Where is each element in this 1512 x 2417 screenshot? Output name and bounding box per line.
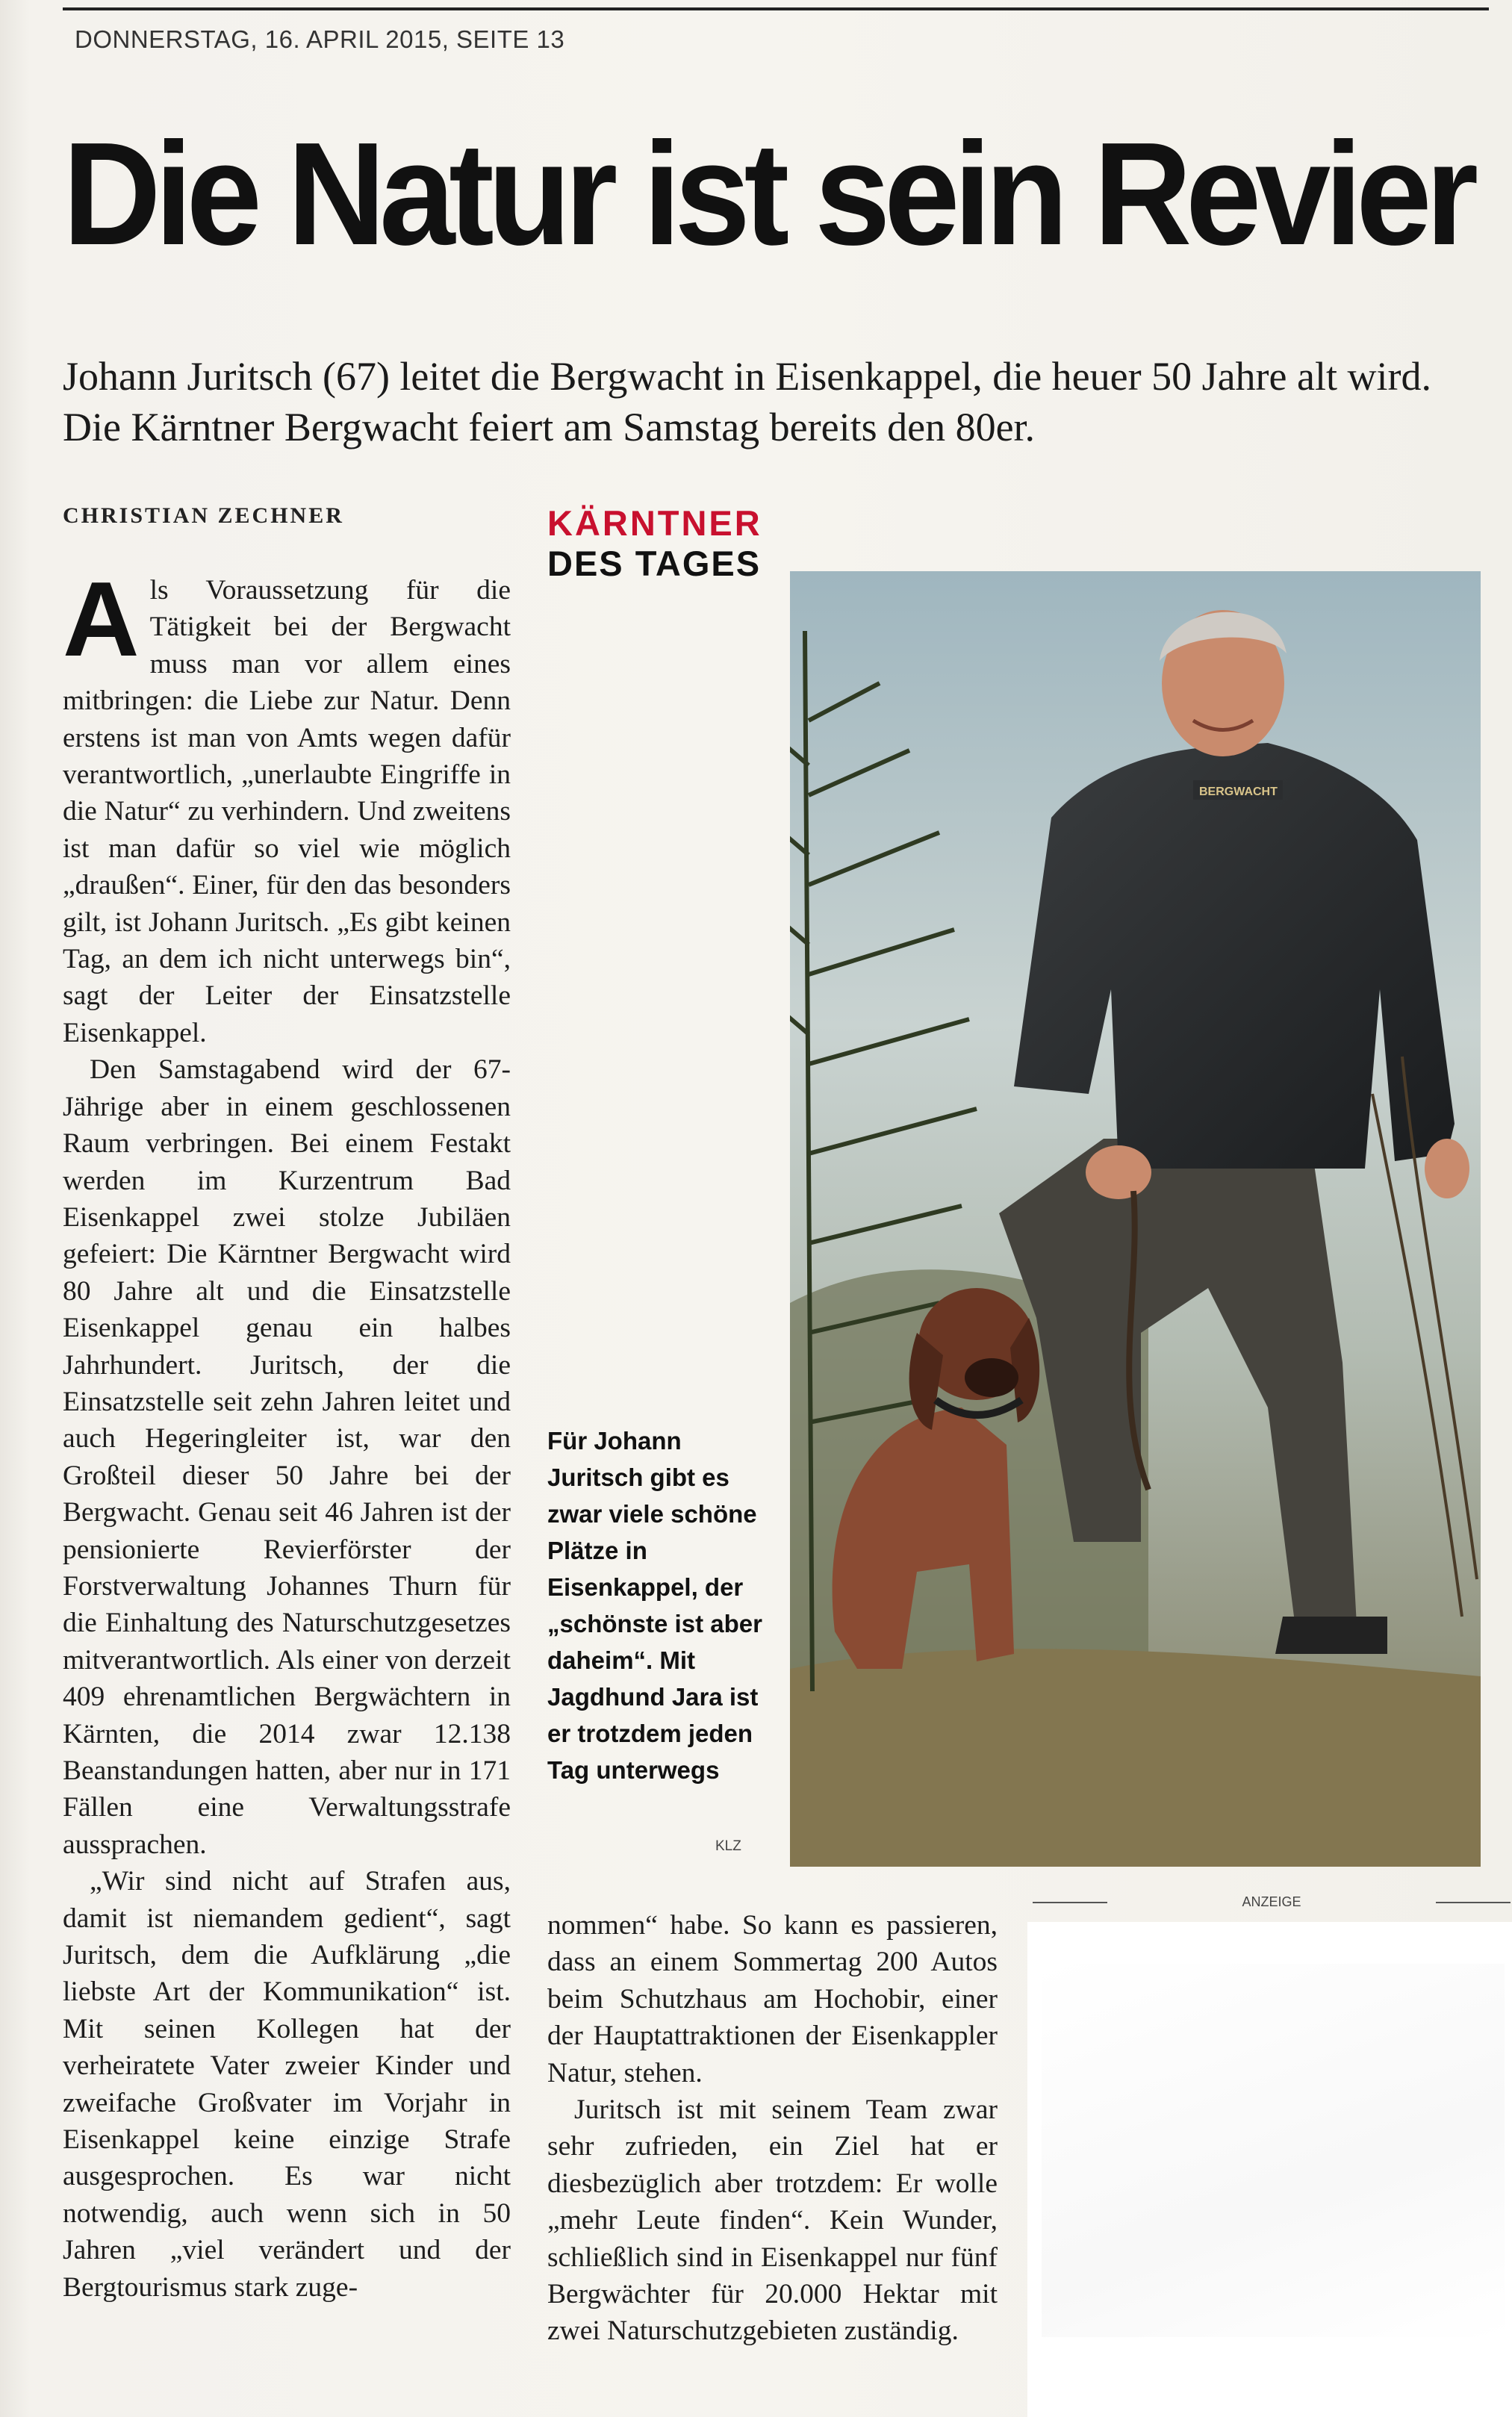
- article-photo: [790, 571, 1481, 1867]
- jacket-label: BERGWACHT: [1199, 786, 1278, 798]
- article-column-1: [63, 560, 511, 2306]
- top-rule: [63, 7, 1489, 10]
- author-byline: CHRISTIAN ZECHNER: [63, 503, 344, 528]
- kicker-bottom: DES TAGES: [547, 544, 762, 583]
- section-kicker: [547, 504, 762, 585]
- photo-credit: KLZ: [715, 1838, 741, 1854]
- ad-rule-left: [1033, 1902, 1107, 1903]
- article-paragraph: „Wir sind nicht auf Strafen aus, damit ist niemandem gedient“, sagt Juritsch, dem die Aufklärung „die liebste Art der Kommunikation“ ist. Mit seinen Kollegen hat der verheiratete Vater zweier Kinder und zweifache Großvater im Vorjahr in Eisenkappel keine einzige Strafe ausgesprochen. Es war nicht notwendig, auch wenn sich in 50 Jahren „viel verändert und der Bergtourismus stark zuge-: [63, 1866, 511, 2303]
- ground: [790, 1649, 1481, 1867]
- paragraph-1-text: ls Voraussetzung für die Tätigkeit bei der Bergwacht muss man vor allem eines mitbringen: die Liebe zur Natur. Denn erstens ist man von Amts wegen dafür verantwortlich, „unerlaubte Eingriffe in die Natur“ zu verhindern. Und zweitens ist man dafür so viel wie möglich „draußen“. Einer, für den das besonders gilt, ist Johann Juritsch. „Es gibt keinen Tag, an dem ich nicht unterwegs bin“, sagt der Leiter der Einsatzstelle Eisenkappel.: [63, 575, 511, 1048]
- photo-caption: Für Johann Juritsch gibt es zwar viele schöne Plätze in Eisenkappel, der „schönste ist aber daheim“. Mit Jagdhund Jara ist er trotzdem jeden Tag unterwegs: [547, 1427, 762, 1784]
- article-column-2: [547, 1907, 998, 2350]
- dateline: DONNERSTAG, 16. APRIL 2015, SEITE 13: [75, 25, 565, 53]
- article-paragraph: [63, 560, 511, 1051]
- advertisement-label: [1033, 1891, 1512, 1913]
- advertisement-placeholder: [1042, 1964, 1505, 2337]
- article-paragraph: Juritsch ist mit seinem Team zwar sehr zufrieden, ein Ziel hat er diesbezüglich aber trotzdem: Er wolle „mehr Leute finden“. Kein Wunder, schließlich sind in Eisenkappel nur fünf Bergwächter für 20.000 Hektar mit zwei Naturschutzgebieten zuständig.: [547, 2094, 998, 2347]
- kicker-top: KÄRNTNER: [547, 503, 762, 543]
- photo-illustration: [790, 571, 1481, 1867]
- drop-cap: A: [63, 560, 140, 679]
- ad-label-text: ANZEIGE: [1242, 1894, 1301, 1909]
- article-paragraph: Den Samstagabend wird der 67-Jährige aber in einem geschlossenen Raum verbringen. Bei einem Festakt werden im Kurzentrum Bad Eisenkappel zwei stolze Jubiläen gefeiert: Die Kärntner Bergwacht wird 80 Jahre alt und die Einsatzstelle Eisenkappel genau ein halbes Jahrhundert. Juritsch, der die Einsatzstelle seit zehn Jahren leitet und auch Hegeringleiter ist, war den Großteil dieser 50 Jahre bei der Bergwacht. Genau seit 46 Jahren ist der pensionierte Revierförster der Forstverwaltung Johannes Thurn für die Einhaltung des Naturschutzgesetzes mitverantwortlich. Als einer von derzeit 409 ehrenamtlichen Bergwächtern in Kärnten, die 2014 zwar 12.138 Beanstandungen hatten, aber nur in 171 Fällen eine Verwaltungsstrafe aussprachen.: [63, 1054, 511, 1860]
- headline: Die Natur ist sein Revier: [63, 112, 1472, 276]
- article-paragraph: nommen“ habe. So kann es passieren, dass an einem Sommertag 200 Autos beim Schutzhaus am Hochobir, einer der Hauptattraktionen der Eisenkappler Natur, stehen.: [547, 1910, 998, 2088]
- ad-rule-right: [1436, 1902, 1511, 1903]
- subheadline: Johann Juritsch (67) leitet die Bergwacht in Eisenkappel, die heuer 50 Jahre alt wird. Die Kärntner Bergwacht feiert am Samstag bereits den 80er.: [63, 354, 1431, 450]
